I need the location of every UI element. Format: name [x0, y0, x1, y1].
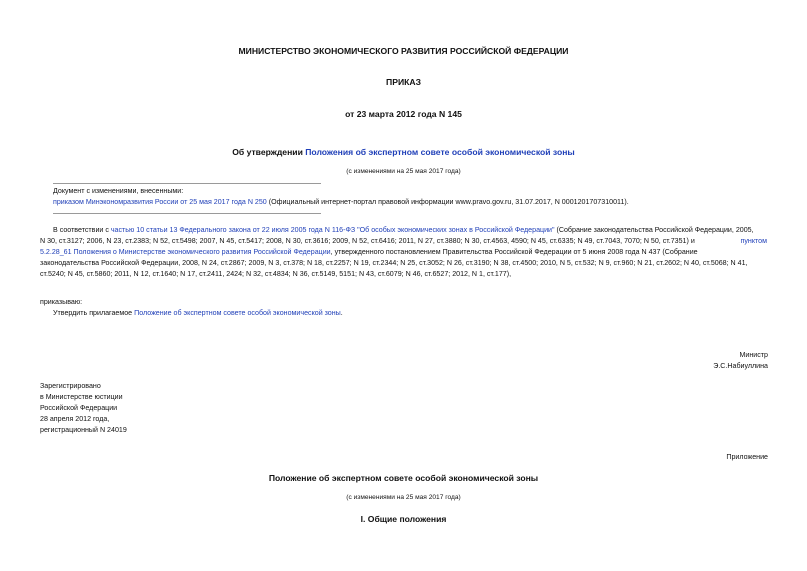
- registration-line: регистрационный N 24019: [40, 426, 127, 434]
- approve-text: .: [340, 309, 343, 317]
- preamble-text: В соответствии с: [53, 226, 111, 234]
- title-amended-note: (с изменениями на 25 мая 2017 года): [346, 168, 461, 175]
- preamble-text: , утвержденного постановлением Правительства Российской Федерации от 5 июня 2008 года N 437 (Собрание: [330, 248, 698, 256]
- changes-source: (Официальный интернет-портал правовой информации www.pravo.gov.ru, 31.07.2017, N 0001201707310011).: [266, 198, 629, 206]
- preamble-text: N 30, ст.3127; 2006, N 23, ст.2383; N 52, ст.5498; 2007, N 45, ст.5417; 2008, N 30, ст.3616; 2009, N 52, ст.6416; 2011, N 27, ст.3880; N 30, ст.4563, 4590; N 45, ст.6335; N 49, ст.7043, 7070; N 50, ст.7351) и: [40, 237, 695, 245]
- signature-position: Министр: [739, 351, 768, 359]
- regulation-clause-link[interactable]: пунктом: [740, 237, 767, 245]
- preamble-line-4: законодательства Российской Федерации, 2008, N 24, ст.2867; 2009, N 3, ст.378; N 18, ст.2257; N 19, ст.2344; N 25, ст.3052; N 26, ст.3190; N 38, ст.4500; 2010, N 5, ст.532; N 9, ст.960; N 21, ст.2602; N 40, ст.5068; N 41,: [40, 259, 748, 267]
- federal-law-link[interactable]: частью 10 статьи 13 Федерального закона от 22 июля 2005 года N 116-ФЗ "Об особых экономических зонах в Российской Федерации": [110, 226, 555, 234]
- regulation-link[interactable]: Положение об экспертном совете особой экономической зоны: [134, 309, 341, 317]
- signature-name: Э.С.Набиуллина: [713, 362, 768, 370]
- ministry-heading: МИНИСТЕРСТВО ЭКОНОМИЧЕСКОГО РАЗВИТИЯ РОССИЙСКОЙ ФЕДЕРАЦИИ: [238, 46, 569, 56]
- appendix-label: Приложение: [726, 453, 768, 461]
- preamble-line-5: ст.5240; N 45, ст.5860; 2011, N 12, ст.1640; N 17, ст.2411, 2424; N 32, ст.4834; N 36, ст.5149, 5151; N 43, ст.6079; N 46, ст.6527; 2012, N 1, ст.177),: [40, 270, 512, 278]
- appendix-amended-note: (с изменениями на 25 мая 2017 года): [346, 494, 461, 501]
- ministry-regulation-link[interactable]: 5.2.28_61 Положения о Министерстве экономического развития Российской Федерации: [40, 248, 331, 256]
- registration-line: в Министерстве юстиции: [40, 393, 123, 401]
- registration-line: 28 апреля 2012 года,: [40, 415, 110, 423]
- changes-intro: Документ с изменениями, внесенными:: [53, 187, 184, 195]
- preamble: [40, 225, 767, 280]
- separator-bottom: [53, 213, 321, 214]
- appendix-title: Положение об экспертном совете особой экономической зоны: [268, 473, 539, 483]
- separator-top: [53, 183, 321, 184]
- registration-block: [40, 381, 127, 436]
- document-title: [0, 147, 807, 157]
- order-date-number: от 23 марта 2012 года N 145: [345, 109, 462, 119]
- approve-text: Утвердить прилагаемое: [53, 309, 135, 317]
- approve-line: [53, 308, 343, 319]
- section-heading: I. Общие положения: [360, 514, 447, 524]
- title-prefix: Об утверждении: [232, 147, 306, 157]
- registration-line: Российской Федерации: [40, 404, 118, 412]
- title-regulation-link[interactable]: Положения об экспертном совете особой экономической зоны: [305, 147, 575, 157]
- preamble-line-3: [40, 247, 767, 258]
- preamble-line-1: [53, 225, 767, 236]
- changes-order-link[interactable]: приказом Минэкономразвития России от 25 мая 2017 года N 250: [53, 198, 267, 206]
- registration-line: Зарегистрировано: [40, 382, 101, 390]
- order-word: приказываю:: [40, 298, 83, 306]
- preamble-line-2: [40, 236, 767, 247]
- changes-line: [53, 197, 629, 208]
- preamble-text: (Собрание законодательства Российской Федерации, 2005,: [554, 226, 754, 234]
- document-type: ПРИКАЗ: [386, 77, 421, 87]
